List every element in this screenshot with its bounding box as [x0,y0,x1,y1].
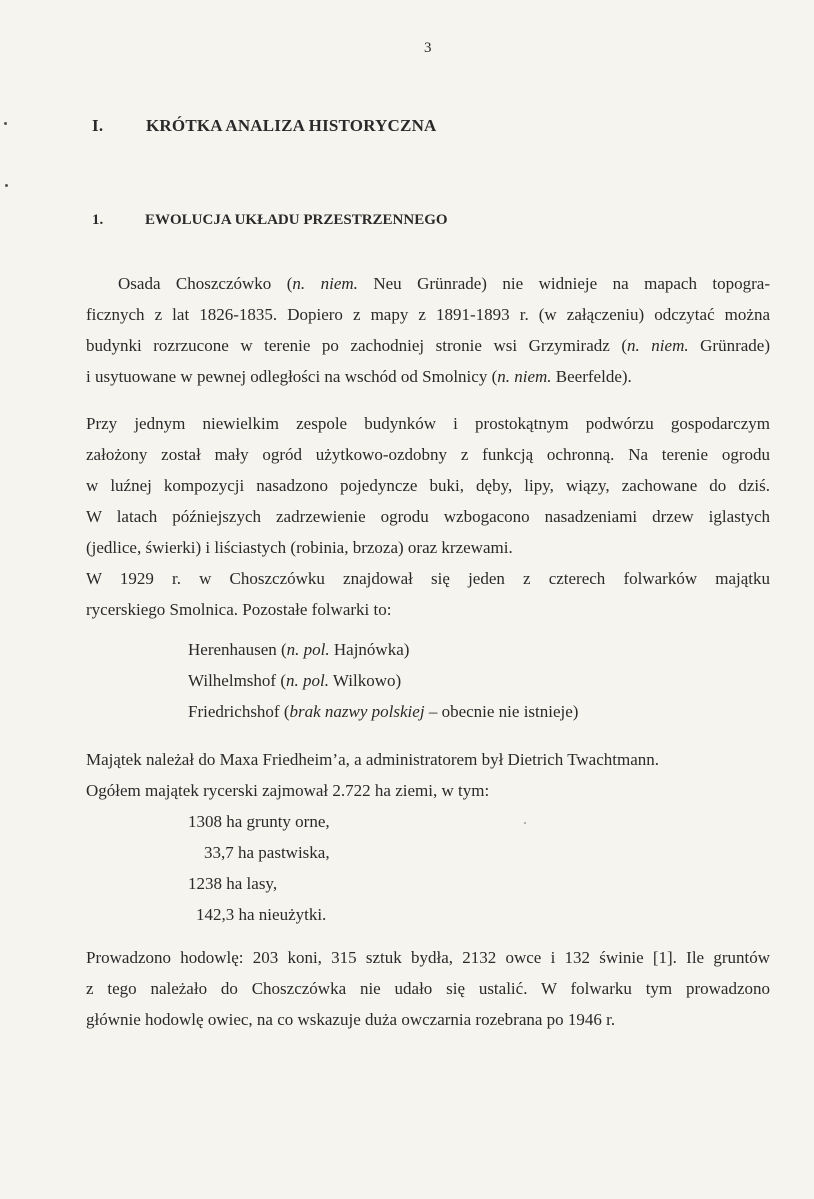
section-number: 1. [92,212,104,228]
list-item: Friedrichshof (brak nazwy polskiej – obecnie nie istnieje) [188,702,579,721]
list-item: 142,3 ha nieużytki. [196,905,327,924]
text-line: z tego należało do Choszczówka nie udało się ustalić. W folwarku tym prowadzono [86,979,770,998]
text-line: Osada Choszczówko (n. niem. Neu Grünrade) nie widnieje na mapach topogra- [118,274,770,293]
section-title: EWOLUCJA UKŁADU PRZESTRZENNEGO [145,212,448,228]
text-line: Ogółem majątek rycerski zajmował 2.722 ha ziemi, w tym: [86,781,490,800]
text-line: Przy jednym niewielkim zespole budynków i prostokątnym podwórzu gospodarczym [86,414,770,433]
paragraph-intro [86,268,770,392]
chapter-heading [92,116,437,136]
text-line: Prowadzono hodowlę: 203 koni, 315 sztuk bydła, 2132 owce i 132 świnie [1]. Ile gruntów [86,948,770,967]
text-line: Majątek należał do Maxa Friedheim’a, a administratorem był Dietrich Twachtmann. [86,750,659,769]
scan-speck [4,122,7,125]
list-item: 33,7 ha pastwiska, [204,843,330,862]
text-line: W latach późniejszych zadrzewienie ogrodu wzbogacono nasadzeniami drzew iglastych [86,507,770,526]
text-line: i usytuowane w pewnej odległości na wschód od Smolnicy (n. niem. Beerfelde). [86,367,632,386]
chapter-title: KRÓTKA ANALIZA HISTORYCZNA [146,116,437,135]
scan-speck [524,822,526,824]
section-heading [92,212,448,229]
text-line: (jedlice, świerki) i liściastych (robinia, brzoza) oraz krzewami. [86,538,513,557]
text-line: rycerskiego Smolnica. Pozostałe folwarki to: [86,600,392,619]
paragraph-estate [86,744,770,806]
text-line: głównie hodowlę owiec, na co wskazuje duża owczarnia rozebrana po 1946 r. [86,1010,616,1029]
land-list [188,806,330,930]
chapter-number: I. [92,116,104,135]
list-item: Herenhausen (n. pol. Hajnówka) [188,640,410,659]
paragraph-breeding [86,942,770,1035]
paragraph-garden [86,408,770,625]
text-line: budynki rozrzucone w terenie po zachodniej stronie wsi Grzymiradz (n. niem. Grünrade) [86,336,770,355]
list-item: 1308 ha grunty orne, [188,812,330,831]
folwarki-list [188,634,578,727]
list-item: 1238 ha lasy, [188,874,278,893]
scan-speck [5,184,8,187]
text-line: ficznych z lat 1826-1835. Dopiero z mapy z 1891-1893 r. (w załączeniu) odczytać można [86,305,770,324]
text-line: w luźnej kompozycji nasadzono pojedyncze buki, dęby, lipy, wiązy, zachowane do dziś. [86,476,770,495]
page-number: 3 [424,40,432,56]
text-line: założony został mały ogród użytkowo-ozdobny z funkcją ochronną. Na terenie ogrodu [86,445,770,464]
text-line: W 1929 r. w Choszczówku znajdował się jeden z czterech folwarków majątku [86,569,770,588]
list-item: Wilhelmshof (n. pol. Wilkowo) [188,671,402,690]
